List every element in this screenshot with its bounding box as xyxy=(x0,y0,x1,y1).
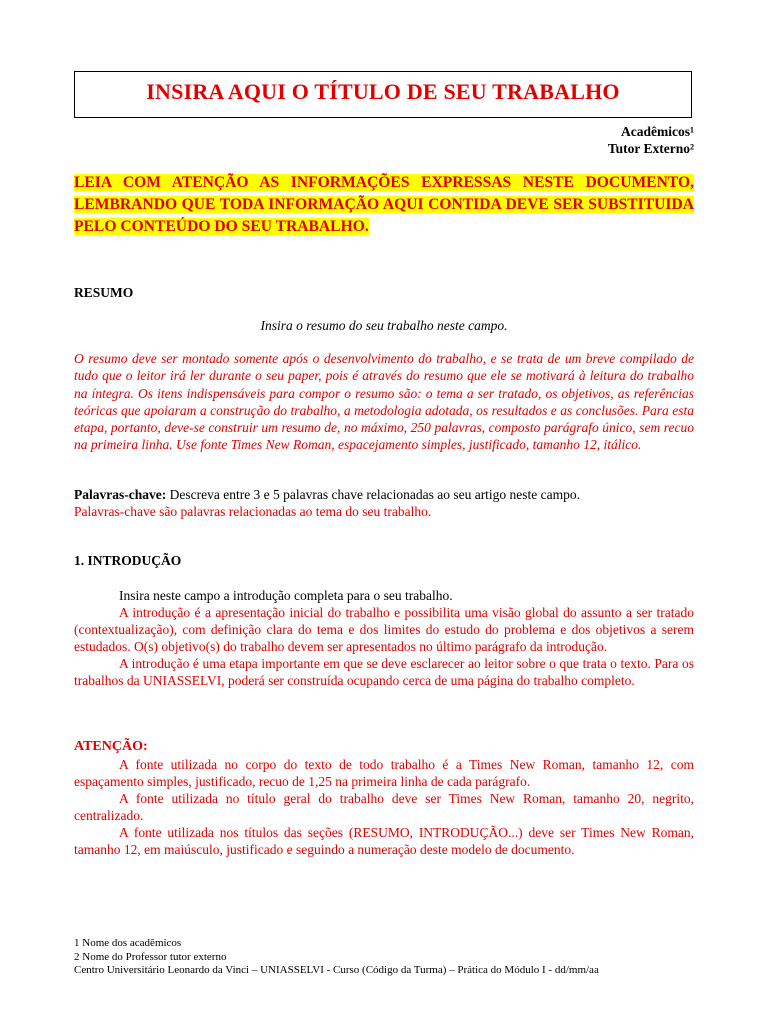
keywords-label: Palavras-chave: xyxy=(74,487,167,502)
warning-text: LEIA COM ATENÇÃO AS INFORMAÇÕES EXPRESSAS NESTE DOCUMENTO, LEMBRANDO QUE TODA INFORMAÇÃO AQUI CONTIDA DEVE SER SUBSTITUIDA PELO CONTEÚDO DO SEU TRABALHO. xyxy=(74,174,694,235)
attention-paragraph-1: A fonte utilizada no corpo do texto de todo trabalho é a Times New Roman, tamanho 12, com espaçamento simples, justificado, recuo de 1,25 na primeira linha de cada parágrafo. xyxy=(74,757,694,789)
author-academics: Acadêmicos¹ xyxy=(620,124,694,139)
intro-body xyxy=(74,587,694,689)
document-page xyxy=(74,0,694,1024)
attention-paragraph-2: A fonte utilizada no título geral do trabalho deve ser Times New Roman, tamanho 20, negrito, centralizado. xyxy=(74,791,694,823)
attention-heading: ATENÇÃO: xyxy=(74,739,148,754)
authors-block xyxy=(608,123,694,157)
footer-institution: Centro Universitário Leonardo da Vinci – UNIASSELVI - Curso (Código da Turma) – Prática do Módulo I - dd/mm/aa xyxy=(74,964,599,976)
intro-paragraph-2: A introdução é uma etapa importante em que se deve esclarecer ao leitor sobre o que trata o texto. Para os trabalhos da UNIASSELVI, poderá ser construída ocupando cerca de uma página do trabalho completo. xyxy=(74,656,694,688)
warning-notice xyxy=(74,172,694,238)
resumo-placeholder: Insira o resumo do seu trabalho neste campo. xyxy=(260,318,508,333)
footnote-1: 1 Nome dos acadêmicos xyxy=(74,937,182,949)
document-title: INSIRA AQUI O TÍTULO DE SEU TRABALHO xyxy=(146,79,620,104)
keywords-block xyxy=(74,486,694,520)
keywords-note: Palavras-chave são palavras relacionadas ao tema do seu trabalho. xyxy=(74,504,432,519)
title-box xyxy=(74,71,692,118)
author-tutor: Tutor Externo² xyxy=(607,141,694,156)
resumo-instructions: O resumo deve ser montado somente após o desenvolvimento do trabalho, e se trata de um breve compilado de tudo que o leitor irá ler durante o seu paper, pois é através do resumo que ele se motivará à leitura do trabalho na íntegra. Os itens indispensáveis para compor o resumo são: o tema a ser tratado, os objetivos, as referências teóricas que apoiaram a construção do trabalho, a metodologia adotada, os resultados e as conclusões. Para esta etapa, portanto, deve-se construir um resumo de, no máximo, 250 palavras, composto parágrafo único, sem recuo na primeira linha. Use fonte Times New Roman, espacejamento simples, justificado, tamanho 12, itálico. xyxy=(74,351,694,453)
attention-body xyxy=(74,756,694,858)
attention-paragraph-3: A fonte utilizada nos títulos das seções (RESUMO, INTRODUÇÃO...) deve ser Times New Roman, tamanho 12, em maiúsculo, justificado e seguindo a numeração deste modelo de documento. xyxy=(74,825,694,857)
keywords-text: Descreva entre 3 e 5 palavras chave relacionadas ao seu artigo neste campo. xyxy=(166,487,581,502)
intro-placeholder: Insira neste campo a introdução completa para o seu trabalho. xyxy=(119,588,453,603)
footer xyxy=(74,937,714,978)
footnote-2: 2 Nome do Professor tutor externo xyxy=(74,950,227,963)
intro-heading: 1. INTRODUÇÃO xyxy=(74,553,182,568)
intro-paragraph-1: A introdução é a apresentação inicial do trabalho e possibilita uma visão global do assunto a ser tratado (contextualização), com definição clara do tema e dos limites do estudo do problema e dos objetivos a serem estudados. O(s) objetivo(s) do trabalho devem ser apresentados no último parágrafo da introdução. xyxy=(74,605,694,654)
resumo-heading: RESUMO xyxy=(74,285,134,300)
